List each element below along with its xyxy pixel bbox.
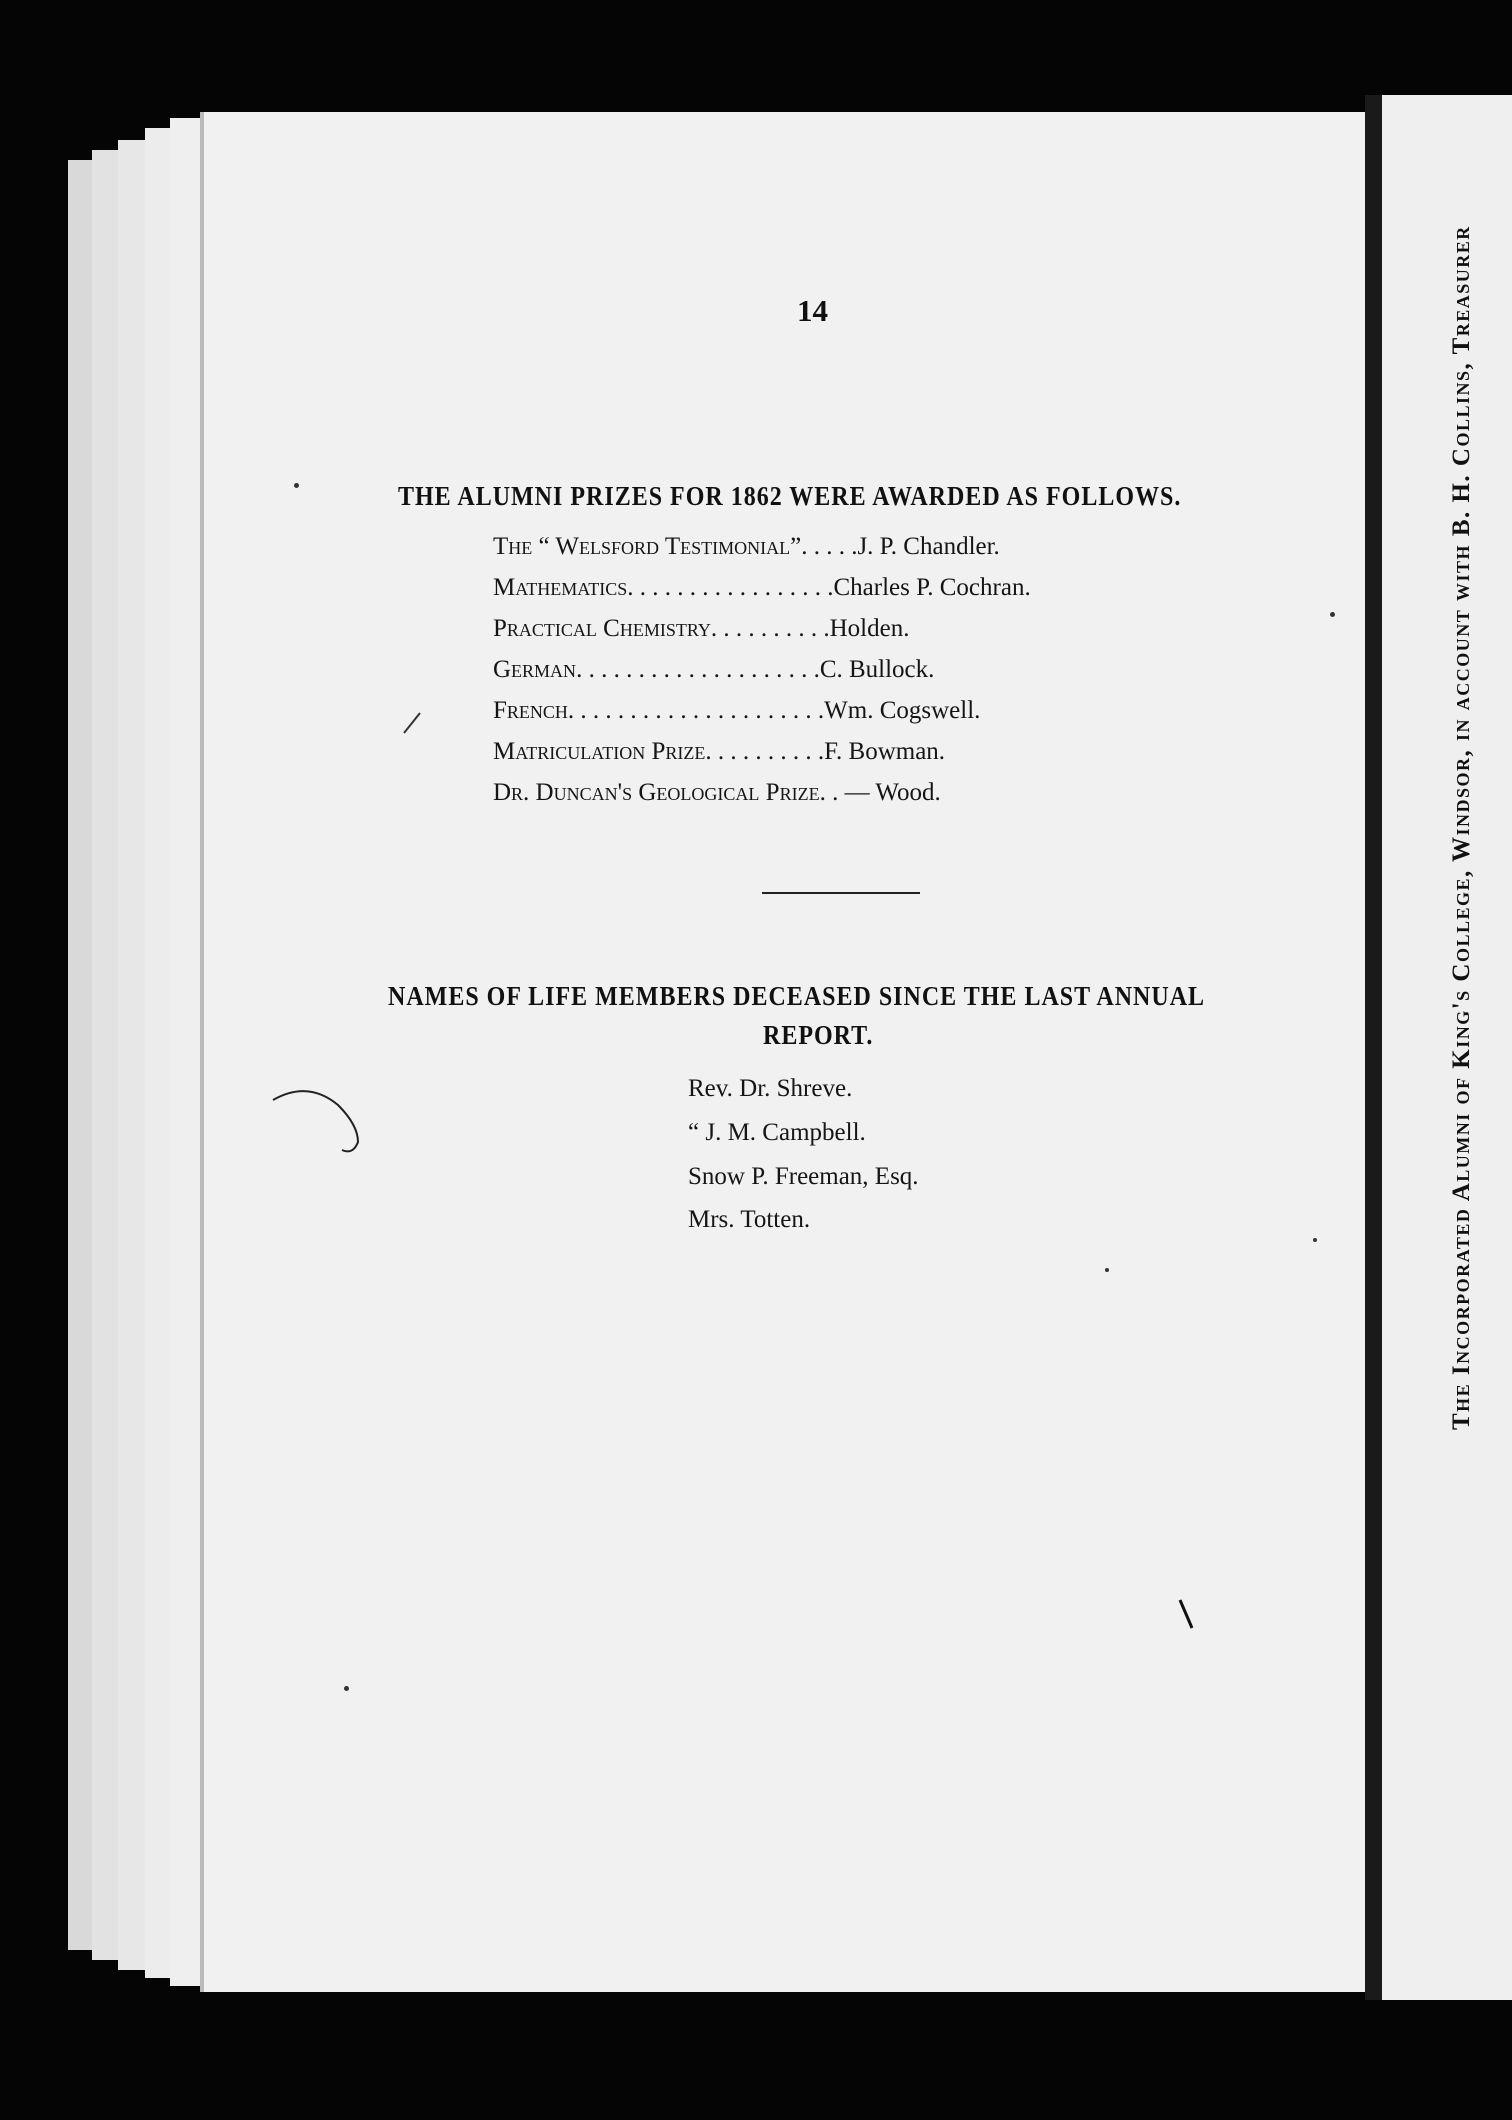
prize-name: Practical Chemistry [493, 615, 711, 642]
deceased-heading-continued: REPORT. [763, 1020, 874, 1051]
scan-speck [344, 1686, 349, 1691]
page-number: 14 [797, 293, 828, 328]
scan-speck [1313, 1238, 1317, 1242]
prize-winner: Wm. Cogswell. [824, 697, 981, 724]
prizes-heading: THE ALUMNI PRIZES FOR 1862 WERE AWARDED AS FOLLOWS. [398, 481, 1182, 512]
prize-row [493, 615, 909, 643]
section-divider [762, 892, 920, 894]
prize-row [493, 738, 945, 766]
prize-winner: Charles P. Cochran. [833, 574, 1031, 601]
dot-leader: . . . . . . . . . . . . . . . . . . . . [576, 656, 820, 683]
prize-row [493, 779, 941, 807]
prize-winner: F. Bowman. [824, 738, 946, 765]
scan-speck [1330, 612, 1335, 617]
book-gutter [1365, 95, 1382, 2000]
prize-name: The “ Welsford Testimonial” [493, 533, 802, 560]
dot-leader: . . . . . . . . . . . . . . . . . . . . . [567, 697, 825, 724]
dot-leader: . . — [819, 779, 870, 806]
member-name: Mrs. Totten. [688, 1206, 811, 1233]
deceased-heading: NAMES OF LIFE MEMBERS DECEASED SINCE THE LAST ANNUAL [388, 981, 1206, 1012]
prize-row [493, 656, 934, 684]
prize-name: French [493, 697, 568, 724]
scan-speck [294, 483, 299, 488]
member-name: Rev. Dr. Shreve. [688, 1075, 853, 1102]
dot-leader: . . . . . [801, 533, 858, 560]
prize-row [493, 697, 980, 725]
prize-winner: C. Bullock. [819, 656, 935, 683]
dot-leader: . . . . . . . . . . [710, 615, 830, 642]
prize-name: Dr. Duncan's Geological Prize [493, 779, 820, 806]
scan-speck [1105, 1268, 1109, 1272]
member-name: “ J. M. Campbell. [688, 1119, 866, 1146]
prize-name: Mathematics [493, 574, 628, 601]
dot-leader: . . . . . . . . . . . . . . . . . [627, 574, 834, 601]
prize-name: German [493, 656, 577, 683]
prize-name: Matriculation Prize [493, 738, 706, 765]
pencil-mark [268, 1080, 388, 1160]
prize-winner: Holden. [829, 615, 910, 642]
facing-page [1382, 95, 1512, 2000]
prize-winner: J. P. Chandler. [857, 533, 1000, 560]
prize-row [493, 574, 1031, 602]
scan-mark [1178, 1598, 1208, 1638]
dot-leader: . . . . . . . . . . [705, 738, 825, 765]
facing-page-vertical-heading: The Incorporated Alumni of King's College, Windsor, in account with B. H. Collins, Treasurer [1448, 225, 1475, 1430]
member-name: Snow P. Freeman, Esq. [688, 1163, 919, 1190]
prize-row [493, 533, 1000, 561]
pencil-tick [402, 708, 432, 738]
prize-winner: Wood. [875, 779, 941, 806]
